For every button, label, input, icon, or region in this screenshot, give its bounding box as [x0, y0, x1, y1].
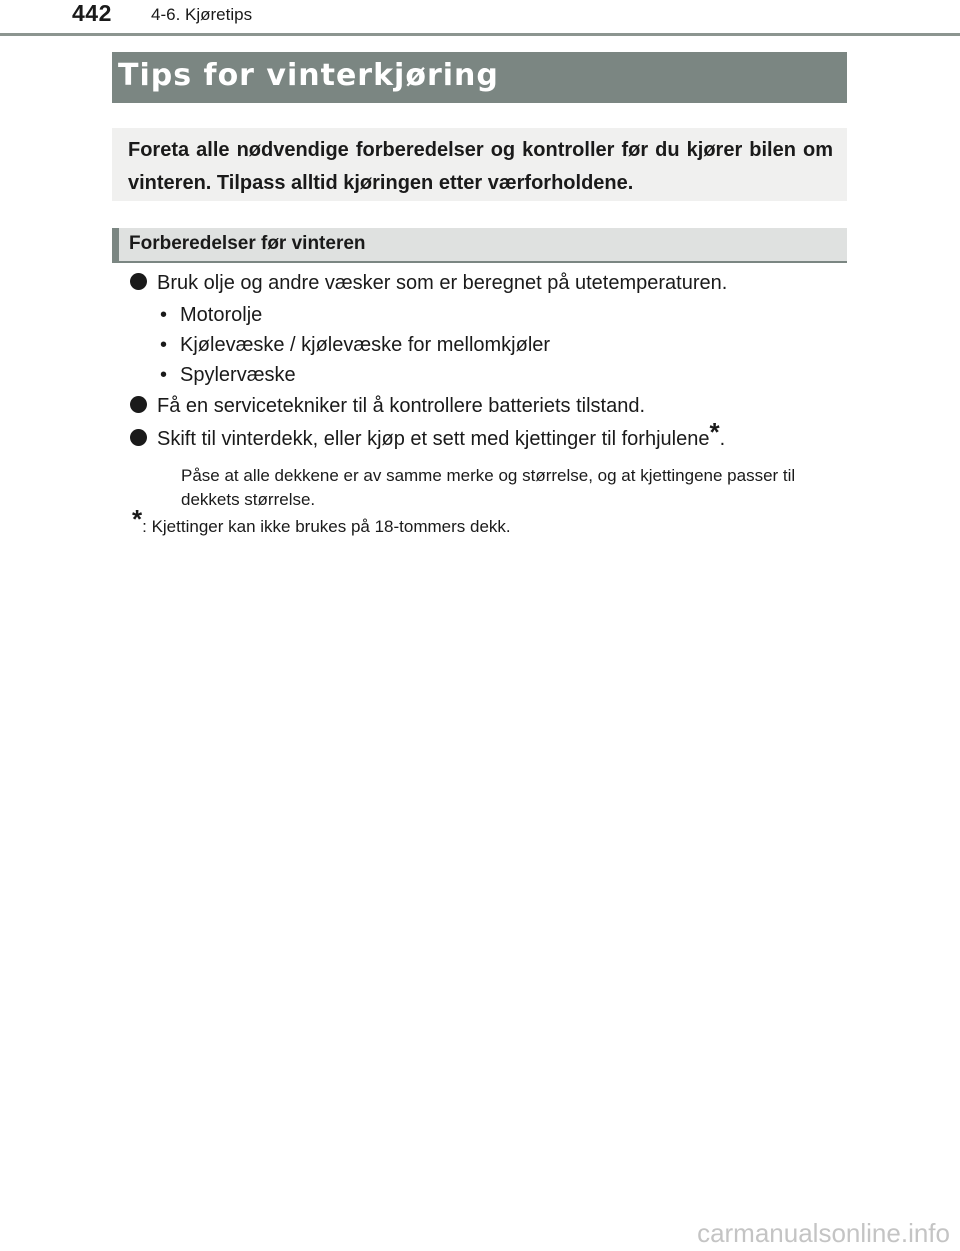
- subheading: [112, 228, 847, 263]
- sub-list-item: [160, 304, 262, 327]
- list-item-text: Få en servicetekniker til å kontrollere batteriets tilstand.: [157, 395, 645, 417]
- list-item: [130, 395, 645, 418]
- sub-list-item: [160, 334, 550, 357]
- intro-box: [112, 128, 847, 201]
- bullet-dot-icon: [130, 396, 147, 413]
- bullet-icon: •: [160, 304, 168, 326]
- footnote-marker: *: [132, 504, 143, 534]
- sub-list-item-text: Spylervæske: [180, 364, 296, 386]
- footnote: [132, 504, 511, 537]
- subheading-text: Forberedelser før vinteren: [129, 233, 366, 254]
- footnote-marker: *: [709, 417, 720, 447]
- bullet-dot-icon: [130, 273, 147, 290]
- section-title: 4-6. Kjøretips: [151, 5, 253, 24]
- bullet-icon: •: [160, 364, 168, 386]
- footnote-text: : Kjettinger kan ikke brukes på 18-tommers dekk.: [142, 517, 511, 536]
- page-title: Tips for vinterkjøring: [118, 58, 499, 93]
- subheading-accent-bar: [112, 228, 119, 261]
- title-bar: [112, 52, 847, 103]
- sub-list-item-text: Kjølevæske / kjølevæske for mellomkjøler: [180, 334, 551, 356]
- list-item-end: .: [719, 428, 726, 450]
- page-number: 442: [72, 0, 112, 26]
- sub-list-item-text: Motorolje: [180, 304, 263, 326]
- list-item-text: Skift til vinterdekk, eller kjøp et sett med kjettinger til forhjulene: [157, 428, 710, 450]
- list-item: [130, 417, 726, 451]
- bullet-dot-icon: [130, 429, 147, 446]
- intro-text: Foreta alle nødvendige forberedelser og kontroller før du kjører bilen om vinteren. Tilpass alltid kjøringen etter værforholdene.: [128, 139, 833, 194]
- list-item: [130, 272, 727, 295]
- bullet-icon: •: [160, 334, 168, 356]
- header-rule: [0, 33, 960, 36]
- watermark: carmanualsonline.info: [697, 1218, 950, 1248]
- list-item-text: Bruk olje og andre væsker som er beregnet på utetemperaturen.: [157, 272, 728, 294]
- sub-list-item: [160, 364, 296, 387]
- note-text: Påse at alle dekkene er av samme merke og størrelse, og at kjettingene passer til dekkets størrelse.: [181, 466, 796, 509]
